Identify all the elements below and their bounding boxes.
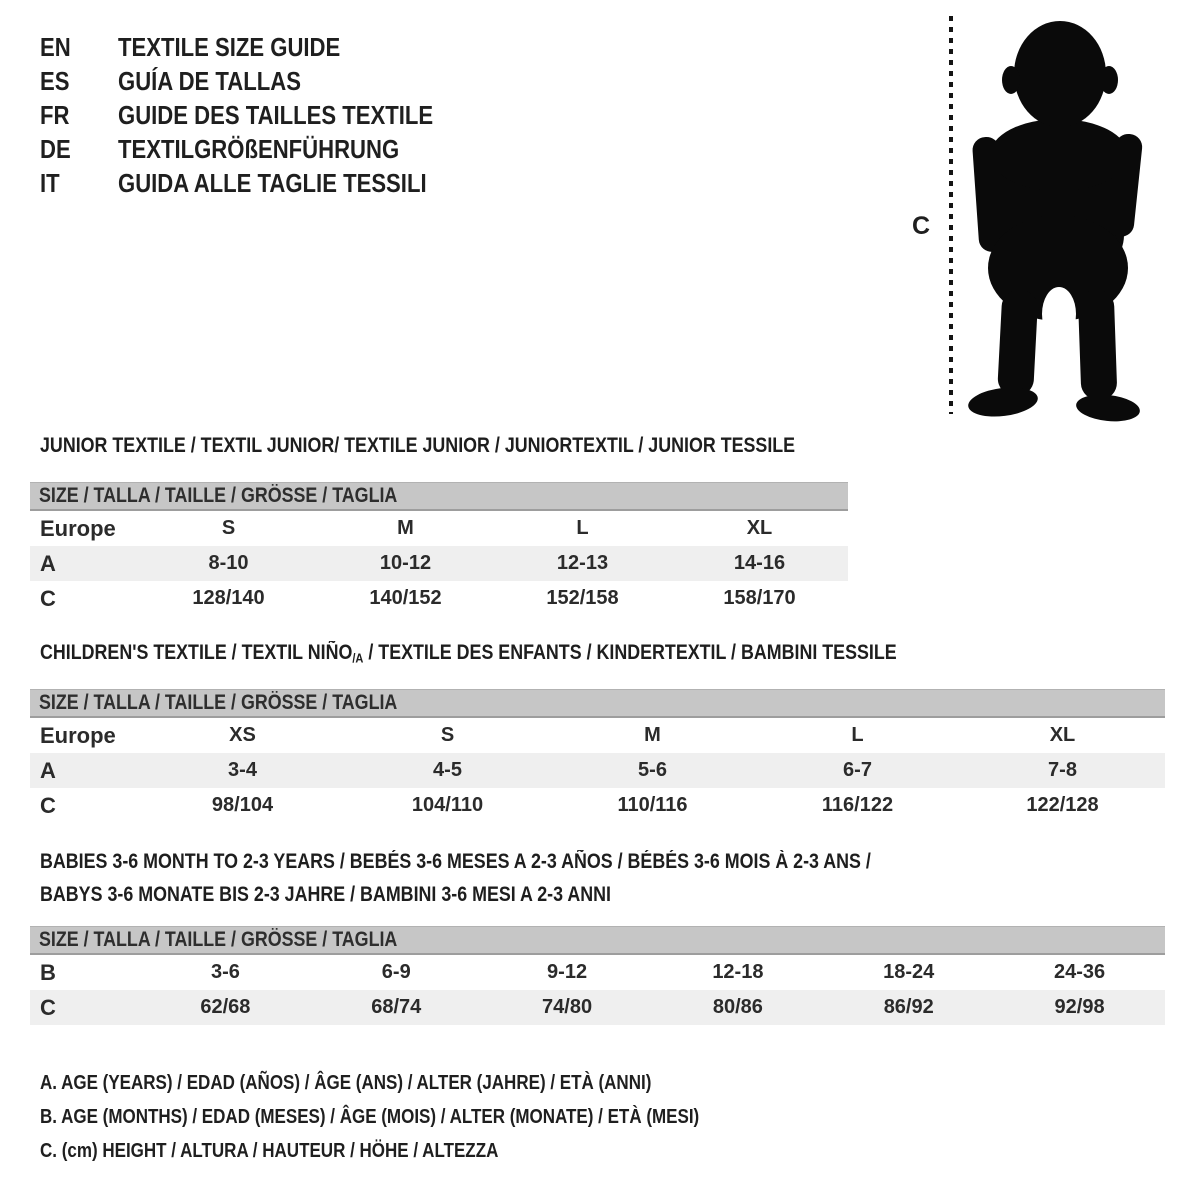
children-europe-row	[30, 718, 1165, 753]
row-label: A	[40, 757, 56, 783]
children-size-table	[30, 689, 1165, 823]
legend-line-b	[40, 1100, 816, 1134]
value-cell: 9-12	[547, 961, 588, 983]
size-cell: XS	[229, 724, 256, 746]
value-cell: 6-9	[381, 961, 411, 983]
babies-size-header-bar	[30, 926, 1165, 955]
language-title	[118, 64, 489, 98]
children-section-heading	[40, 640, 1048, 672]
value-cell: 68/74	[371, 996, 422, 1018]
value-cell: 8-10	[208, 552, 249, 574]
size-cell: M	[397, 517, 414, 539]
value-cell: 158/170	[723, 587, 796, 609]
language-code	[40, 64, 118, 98]
language-title-text: TEXTILGRÖßENFÜHRUNG	[118, 134, 400, 164]
junior-age-row	[30, 546, 848, 581]
babies-height-row	[30, 990, 1165, 1025]
value-cell: 4-5	[433, 759, 462, 781]
size-cell: XL	[746, 517, 773, 539]
value-cell: 3-4	[228, 759, 257, 781]
language-code	[40, 98, 118, 132]
language-title	[118, 166, 489, 200]
value-cell: 10-12	[379, 552, 432, 574]
language-title	[118, 132, 489, 166]
legend-line-b-text: B. AGE (MONTHS) / EDAD (MESES) / ÂGE (MOIS) / ALTER (MONATE) / ETÀ (MESI)	[40, 1106, 700, 1128]
value-cell: 7-8	[1048, 759, 1077, 781]
babies-section-heading-line1	[40, 849, 1018, 875]
value-cell: 12-13	[556, 552, 609, 574]
legend-line-a-text: A. AGE (YEARS) / EDAD (AÑOS) / ÂGE (ANS) / ALTER (JAHRE) / ETÀ (ANNI)	[40, 1072, 652, 1094]
legend-line-a	[40, 1066, 816, 1100]
value-cell: 3-6	[210, 961, 240, 983]
value-cell: 12-18	[712, 961, 764, 983]
language-code-text: IT	[40, 168, 60, 198]
babies-section-heading-line2	[40, 882, 712, 908]
value-cell: 128/140	[192, 587, 265, 609]
value-cell: 62/68	[200, 996, 251, 1018]
value-cell: 140/152	[369, 587, 442, 609]
junior-size-table	[30, 482, 848, 616]
babies-heading-text-line1: BABIES 3-6 MONTH TO 2-3 YEARS / BEBÉS 3-6 MESES A 2-3 AÑOS / BÉBÉS 3-6 MOIS À 2-3 ANS /	[40, 850, 871, 873]
junior-section-heading	[40, 433, 928, 459]
language-title-list	[40, 30, 489, 200]
row-label: C	[40, 585, 56, 611]
babies-size-table	[30, 926, 1165, 1025]
size-cell: M	[644, 724, 661, 746]
legend-line-c	[40, 1134, 816, 1168]
value-cell: 152/158	[546, 587, 619, 609]
junior-heading-text: JUNIOR TEXTILE / TEXTIL JUNIOR/ TEXTILE JUNIOR / JUNIORTEXTIL / JUNIOR TESSILE	[40, 434, 796, 457]
size-cell: XL	[1049, 724, 1076, 746]
children-heading-text	[40, 640, 897, 672]
size-cell: L	[851, 724, 864, 746]
language-title-text: GUÍA DE TALLAS	[118, 66, 301, 96]
row-label: C	[40, 994, 56, 1020]
language-code	[40, 166, 118, 200]
value-cell: 116/122	[821, 794, 894, 816]
junior-europe-row	[30, 511, 848, 546]
value-cell: 6-7	[843, 759, 872, 781]
language-title-text: GUIDA ALLE TAGLIE TESSILI	[118, 168, 427, 198]
value-cell: 24-36	[1053, 961, 1106, 983]
language-title-text: GUIDE DES TAILLES TEXTILE	[118, 100, 434, 130]
language-code	[40, 132, 118, 166]
value-cell: 86/92	[883, 996, 934, 1018]
value-cell: 104/110	[411, 794, 484, 816]
junior-size-header-bar	[30, 482, 848, 511]
height-measure-label: C	[912, 212, 931, 240]
value-cell: 14-16	[733, 552, 786, 574]
size-header-text: SIZE / TALLA / TAILLE / GRÖSSE / TAGLIA	[39, 691, 398, 714]
row-label: C	[40, 792, 56, 818]
language-code-text: EN	[40, 32, 71, 62]
row-label: B	[40, 959, 56, 985]
height-measure-dotted-line	[949, 16, 953, 414]
size-cell: S	[221, 517, 236, 539]
language-title	[118, 30, 489, 64]
children-heading-pre: CHILDREN'S TEXTILE / TEXTIL NIÑO	[40, 641, 353, 664]
value-cell: 18-24	[883, 961, 935, 983]
babies-age-row	[30, 955, 1165, 990]
children-size-header-bar	[30, 689, 1165, 718]
children-heading-post: / TEXTILE DES ENFANTS / KINDERTEXTIL / BAMBINI TESSILE	[363, 641, 897, 664]
row-label: Europe	[40, 515, 116, 541]
language-code-text: DE	[40, 134, 71, 164]
measure-legend	[40, 1066, 816, 1168]
value-cell: 98/104	[211, 794, 274, 816]
language-code	[40, 30, 118, 64]
language-title	[118, 98, 489, 132]
row-label: A	[40, 550, 56, 576]
baby-silhouette-icon	[956, 10, 1148, 428]
size-header-text: SIZE / TALLA / TAILLE / GRÖSSE / TAGLIA	[39, 928, 398, 951]
size-cell: S	[440, 724, 455, 746]
value-cell: 80/86	[712, 996, 763, 1018]
junior-height-row	[30, 581, 848, 616]
value-cell: 74/80	[542, 996, 593, 1018]
value-cell: 122/128	[1026, 794, 1099, 816]
row-label: Europe	[40, 722, 116, 748]
language-code-text: FR	[40, 100, 70, 130]
size-cell: L	[576, 517, 589, 539]
children-height-row	[30, 788, 1165, 823]
size-header-text: SIZE / TALLA / TAILLE / GRÖSSE / TAGLIA	[39, 484, 398, 507]
value-cell: 92/98	[1054, 996, 1105, 1018]
legend-line-c-text: C. (cm) HEIGHT / ALTURA / HAUTEUR / HÖHE / ALTEZZA	[40, 1140, 499, 1162]
value-cell: 5-6	[638, 759, 667, 781]
value-cell: 110/116	[617, 794, 688, 816]
language-title-text: TEXTILE SIZE GUIDE	[118, 32, 341, 62]
children-heading-subscript: /A	[352, 650, 364, 666]
babies-heading-text-line2: BABYS 3-6 MONATE BIS 2-3 JAHRE / BAMBINI 3-6 MESI A 2-3 ANNI	[40, 883, 611, 906]
language-code-text: ES	[40, 66, 70, 96]
children-age-row	[30, 753, 1165, 788]
